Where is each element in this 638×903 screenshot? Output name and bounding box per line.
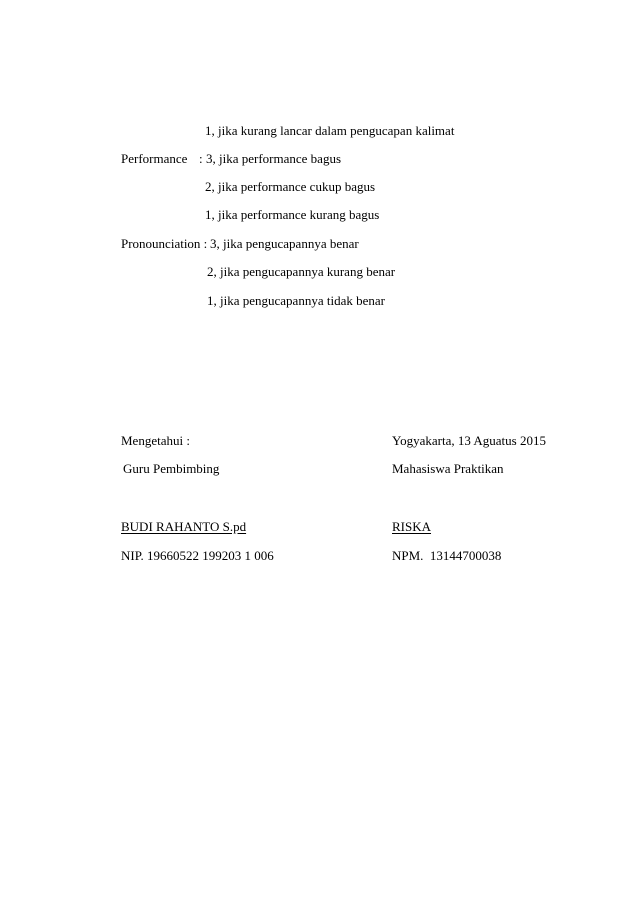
rubric-pronounciation-low: 1, jika pengucapannya tidak benar [207, 293, 385, 308]
signature-left-heading: Mengetahui : [121, 433, 190, 448]
rubric-pronounciation-label: Pronounciation : [121, 236, 208, 251]
signature-left-role: Guru Pembimbing [123, 461, 220, 476]
rubric-fluency-low: 1, jika kurang lancar dalam pengucapan kalimat [205, 123, 455, 138]
signature-right-place-date: Yogyakarta, 13 Aguatus 2015 [392, 433, 546, 448]
rubric-performance-high: 3, jika performance bagus [206, 151, 342, 166]
signature-right-name: RISKA [392, 519, 432, 534]
rubric-pronounciation-high: 3, jika pengucapannya benar [210, 236, 359, 251]
signature-left-id: NIP. 19660522 199203 1 006 [121, 548, 274, 563]
rubric-performance-low: 1, jika performance kurang bagus [205, 207, 380, 222]
rubric-performance-separator: : [199, 151, 203, 166]
rubric-performance-label: Performance [121, 151, 188, 166]
rubric-performance-mid: 2, jika performance cukup bagus [205, 179, 376, 194]
signature-right-id: NPM. 13144700038 [392, 548, 502, 563]
signature-right-role: Mahasiswa Praktikan [392, 461, 504, 476]
signature-left-name: BUDI RAHANTO S.pd [121, 519, 247, 534]
rubric-pronounciation-mid: 2, jika pengucapannya kurang benar [207, 264, 396, 279]
